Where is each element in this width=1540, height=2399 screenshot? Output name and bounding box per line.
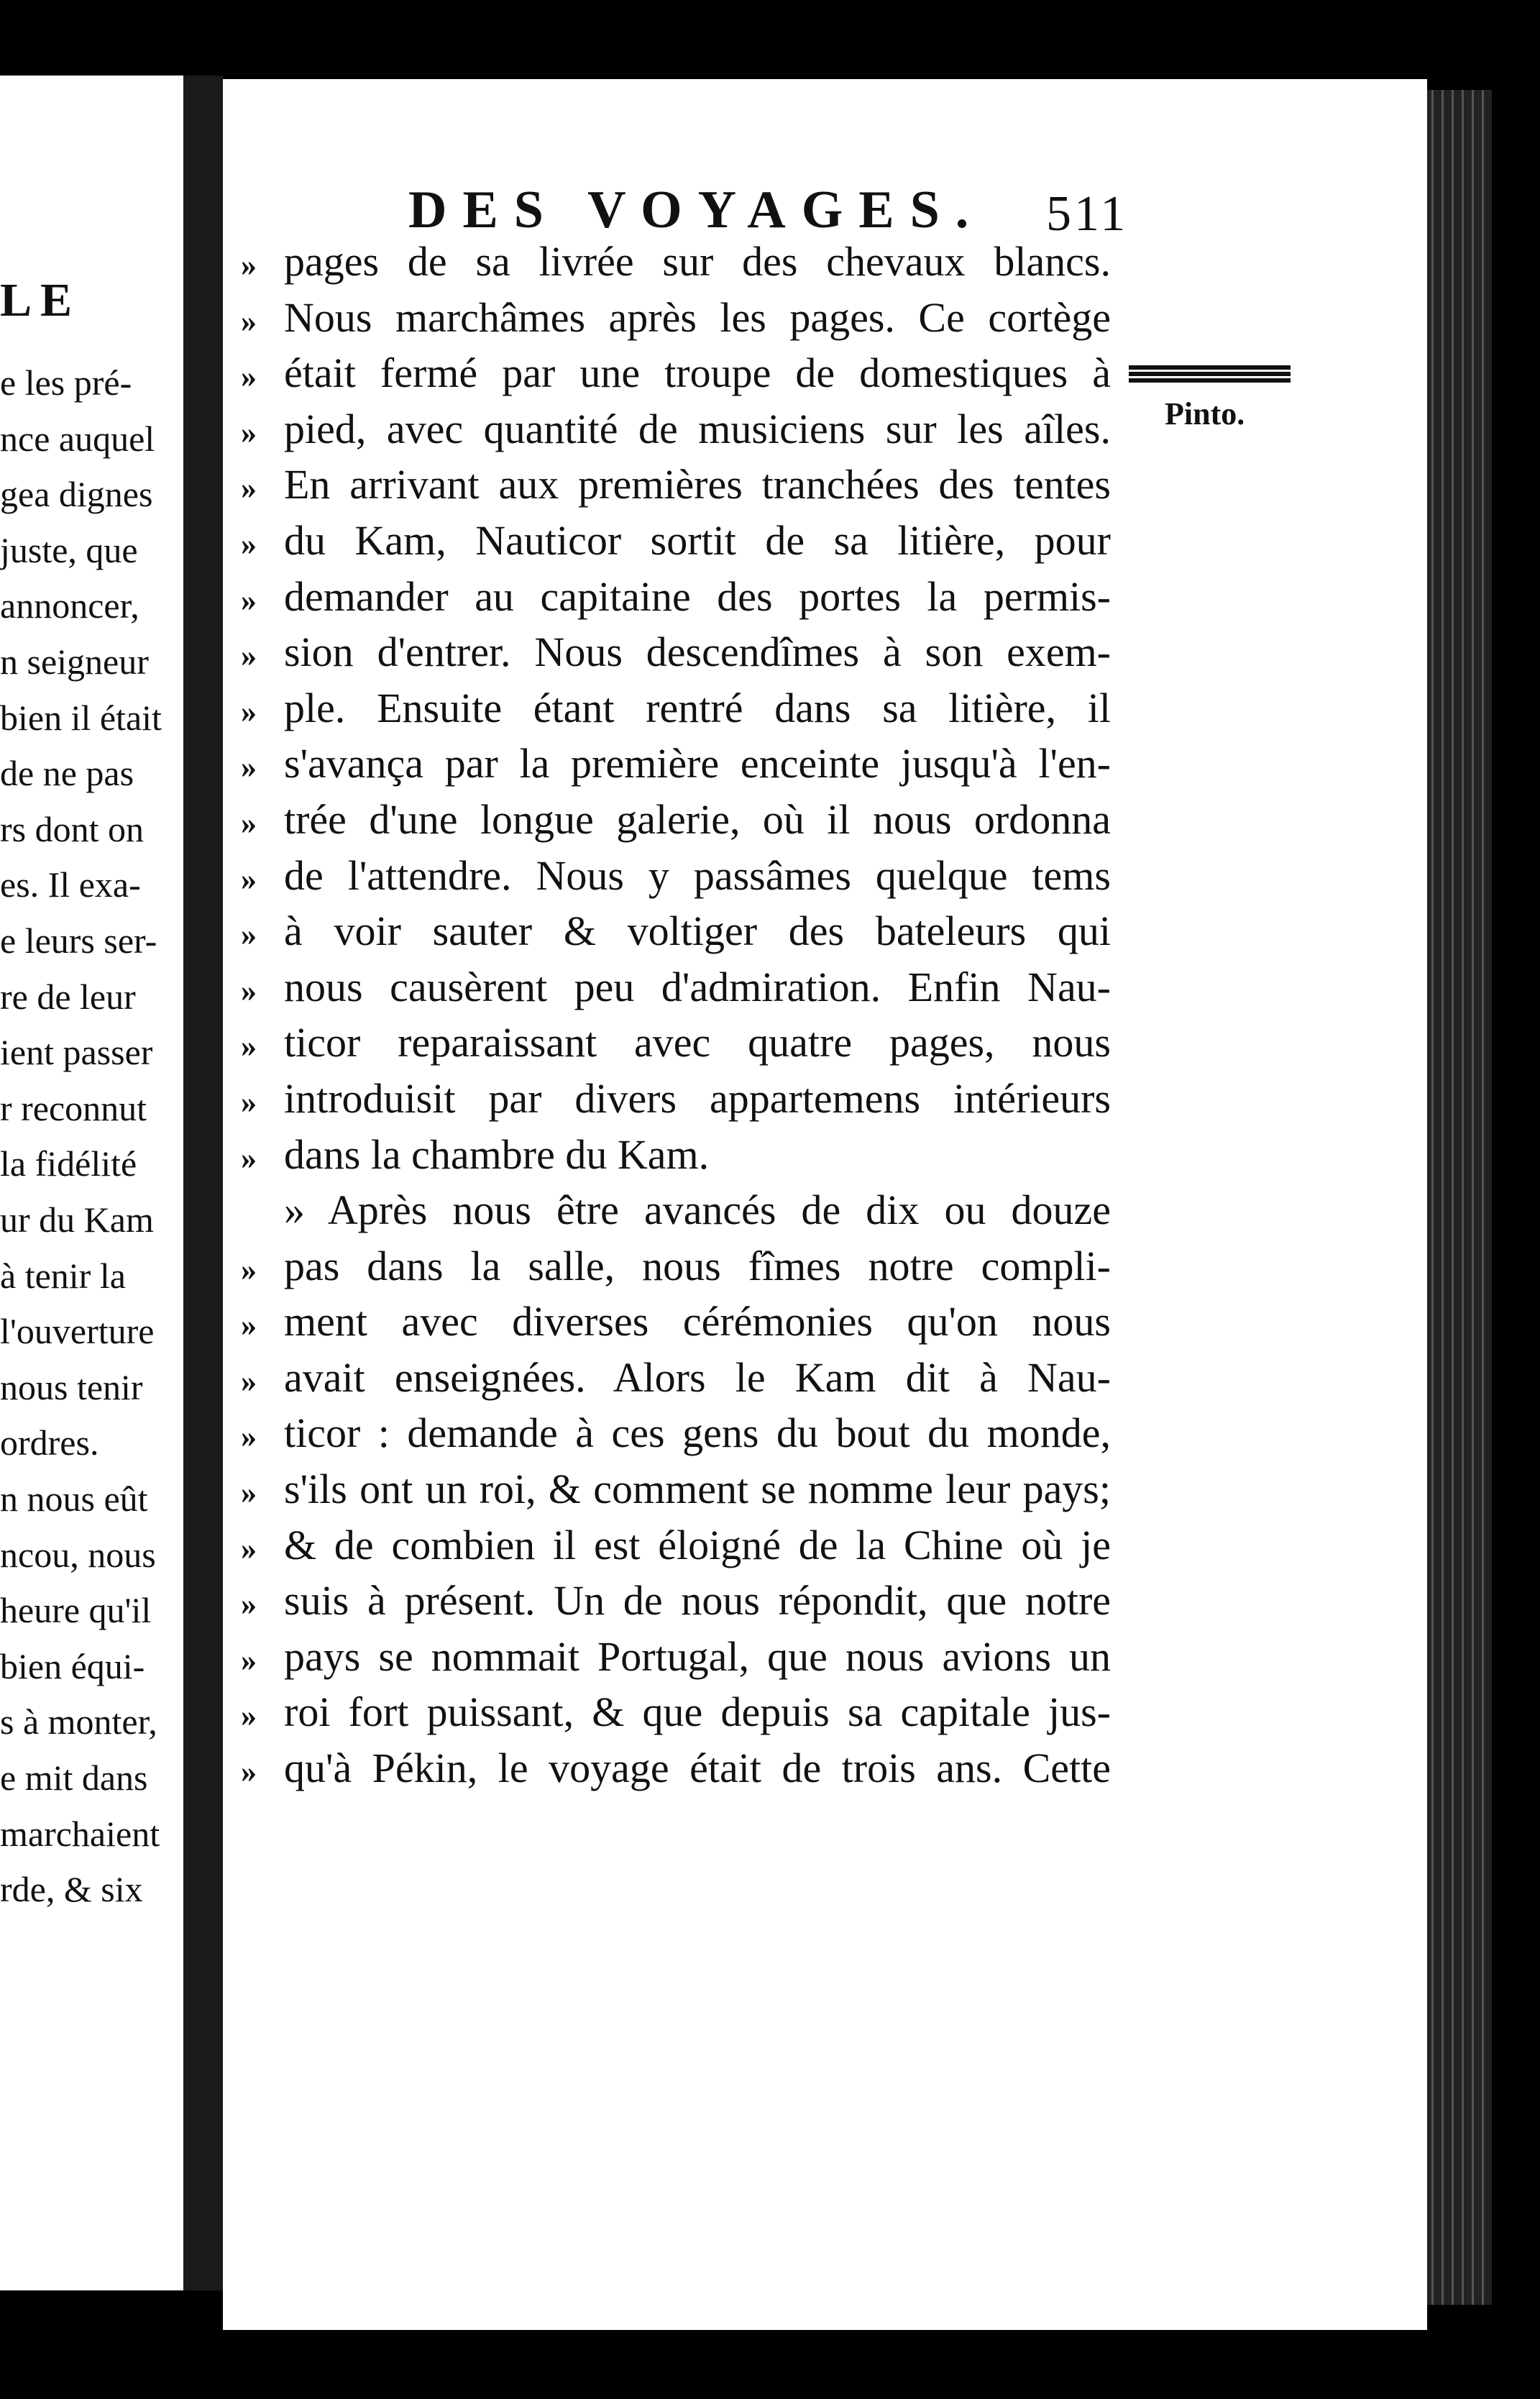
line-text: s'ils ont un roi, & comment se nomme leur pays;: [284, 1466, 1111, 1513]
line-text: qu'à Pékin, le voyage était de trois ans. Cette: [284, 1745, 1111, 1792]
quote-mark: »: [241, 582, 257, 618]
left-text-line: ordres.: [0, 1422, 99, 1463]
quote-mark: »: [241, 303, 257, 339]
quote-mark: »: [241, 861, 257, 897]
left-text-line: annoncer,: [0, 585, 139, 626]
left-text-line: ncou, nous: [0, 1534, 156, 1575]
quote-mark: »: [241, 749, 257, 785]
line-text: pays se nommait Portugal, que nous avions un: [284, 1632, 1111, 1680]
text-line: [241, 1629, 1111, 1685]
quote-mark: »: [241, 1028, 257, 1064]
left-text-line: l'ouverture: [0, 1311, 155, 1352]
line-text: demander au capitaine des portes la permis-: [284, 572, 1111, 620]
quote-mark: »: [241, 1363, 257, 1399]
left-text-line: n seigneur: [0, 641, 149, 682]
running-head: DES VOYAGES.: [408, 181, 985, 239]
text-line: [241, 1350, 1111, 1406]
quote-mark: »: [241, 1754, 257, 1790]
quote-mark: »: [241, 1140, 257, 1176]
quote-mark: »: [241, 1642, 257, 1678]
book-gutter: [183, 76, 223, 2290]
quote-mark: »: [241, 805, 257, 841]
text-line: [241, 792, 1111, 848]
line-text: introduisit par divers appartemens intérieurs: [284, 1074, 1111, 1122]
text-line: [241, 1684, 1111, 1740]
line-text: du Kam, Nauticor sortit de sa litière, pour: [284, 516, 1111, 564]
left-text-line: e leurs ser-: [0, 920, 157, 961]
quote-mark: »: [241, 1698, 257, 1734]
line-text: ple. Ensuite étant rentré dans sa litière, il: [284, 684, 1111, 731]
line-text: avait enseignées. Alors le Kam dit à Nau-: [284, 1353, 1111, 1401]
line-text: » Après nous être avancés de dix ou douze: [284, 1187, 1111, 1234]
left-text-line: n nous eût: [0, 1479, 148, 1519]
margin-rule: [1129, 365, 1291, 383]
left-text-line: nce auquel: [0, 418, 155, 459]
text-line: [241, 1182, 1111, 1238]
body-text: [241, 234, 1111, 1796]
line-text: s'avança par la première enceinte jusqu'à l'en-: [284, 740, 1111, 787]
line-text: ment avec diverses cérémonies qu'on nous: [284, 1298, 1111, 1345]
quote-mark: »: [241, 1586, 257, 1622]
line-text: trée d'une longue galerie, où il nous ordonna: [284, 795, 1111, 843]
quote-mark: »: [241, 693, 257, 729]
text-line: [241, 234, 1111, 290]
text-line: [241, 959, 1111, 1015]
text-line: [241, 1294, 1111, 1350]
line-text: ticor : demande à ces gens du bout du monde,: [284, 1409, 1111, 1457]
text-line: [241, 1740, 1111, 1796]
quote-mark: »: [241, 1530, 257, 1566]
line-text: roi fort puissant, & que depuis sa capitale jus-: [284, 1689, 1111, 1736]
quote-mark: »: [241, 359, 257, 395]
left-text-line: gea dignes: [0, 474, 153, 515]
quote-mark: »: [241, 526, 257, 562]
text-line: [241, 1517, 1111, 1573]
text-line: [241, 457, 1111, 513]
line-text: pages de sa livrée sur des chevaux blancs.: [284, 238, 1111, 285]
left-running-head-fragment: LE: [0, 274, 81, 326]
left-text-line: rde, & six: [0, 1869, 143, 1910]
text-line: [241, 1238, 1111, 1294]
line-text: pas dans la salle, nous fîmes notre compli-: [284, 1242, 1111, 1289]
left-text-line: de ne pas: [0, 753, 134, 794]
quote-mark: »: [241, 1251, 257, 1287]
text-line: [241, 903, 1111, 959]
line-text: Nous marchâmes après les pages. Ce cortège: [284, 293, 1111, 341]
page-edges: [1427, 90, 1492, 2305]
quote-mark: »: [241, 1419, 257, 1455]
left-text-line: la fidélité: [0, 1143, 137, 1184]
quote-mark: »: [241, 247, 257, 283]
left-text-line: r reconnut: [0, 1087, 147, 1128]
text-line: [241, 401, 1111, 457]
text-line: [241, 680, 1111, 736]
text-line: [241, 290, 1111, 346]
quote-mark: »: [241, 917, 257, 953]
line-text: & de combien il est éloigné de la Chine où je: [284, 1521, 1111, 1568]
left-text-line: marchaient: [0, 1813, 160, 1854]
line-text: En arrivant aux premières tranchées des tentes: [284, 461, 1111, 508]
page-number: 511: [1046, 186, 1129, 242]
quote-mark: »: [241, 972, 257, 1008]
text-line: [241, 345, 1111, 401]
line-text: sion d'entrer. Nous descendîmes à son exem-: [284, 629, 1111, 676]
text-line: [241, 1071, 1111, 1127]
line-text: ticor reparaissant avec quatre pages, nous: [284, 1019, 1111, 1066]
line-text: pied, avec quantité de musiciens sur les aîles.: [284, 405, 1111, 452]
text-line: [241, 624, 1111, 680]
margin-note: Pinto.: [1165, 396, 1245, 431]
line-text: de l'attendre. Nous y passâmes quelque tems: [284, 851, 1111, 899]
left-text-line: ient passer: [0, 1032, 153, 1073]
left-text-line: nous tenir: [0, 1366, 143, 1407]
text-line: [241, 1127, 1111, 1183]
text-line: [241, 513, 1111, 569]
line-text: suis à présent. Un de nous répondit, que notre: [284, 1577, 1111, 1625]
left-text-line: heure qu'il: [0, 1590, 152, 1631]
quote-mark: »: [241, 470, 257, 506]
text-line: [241, 1461, 1111, 1517]
left-text-line: ur du Kam: [0, 1200, 154, 1240]
left-text-line: s à monter,: [0, 1701, 157, 1742]
quote-mark: »: [241, 638, 257, 674]
text-line: [241, 1015, 1111, 1071]
quote-mark: »: [241, 414, 257, 450]
left-text-line: es. Il exa-: [0, 864, 141, 905]
facing-page-left: [0, 76, 183, 2290]
text-line: [241, 736, 1111, 792]
left-text-line: e mit dans: [0, 1758, 148, 1798]
quote-mark: »: [241, 1475, 257, 1511]
line-text: à voir sauter & voltiger des bateleurs qui: [284, 908, 1111, 955]
text-line: [241, 1405, 1111, 1461]
text-line: [241, 569, 1111, 625]
text-line: [241, 848, 1111, 904]
left-text-line: re de leur: [0, 976, 136, 1017]
left-text-line: e les pré-: [0, 362, 132, 403]
line-text: nous causèrent peu d'admiration. Enfin Nau-: [284, 963, 1111, 1010]
quote-mark: »: [241, 1084, 257, 1120]
quote-mark: »: [241, 1307, 257, 1343]
line-text: dans la chambre du Kam.: [284, 1130, 710, 1178]
left-text-line: juste, que: [0, 529, 138, 570]
left-text-line: à tenir la: [0, 1255, 126, 1296]
line-text: était fermé par une troupe de domestiques à: [284, 349, 1111, 397]
text-line: [241, 1573, 1111, 1629]
left-text-line: bien équi-: [0, 1645, 145, 1686]
left-text-line: bien il était: [0, 697, 162, 738]
left-text-line: rs dont on: [0, 808, 144, 849]
